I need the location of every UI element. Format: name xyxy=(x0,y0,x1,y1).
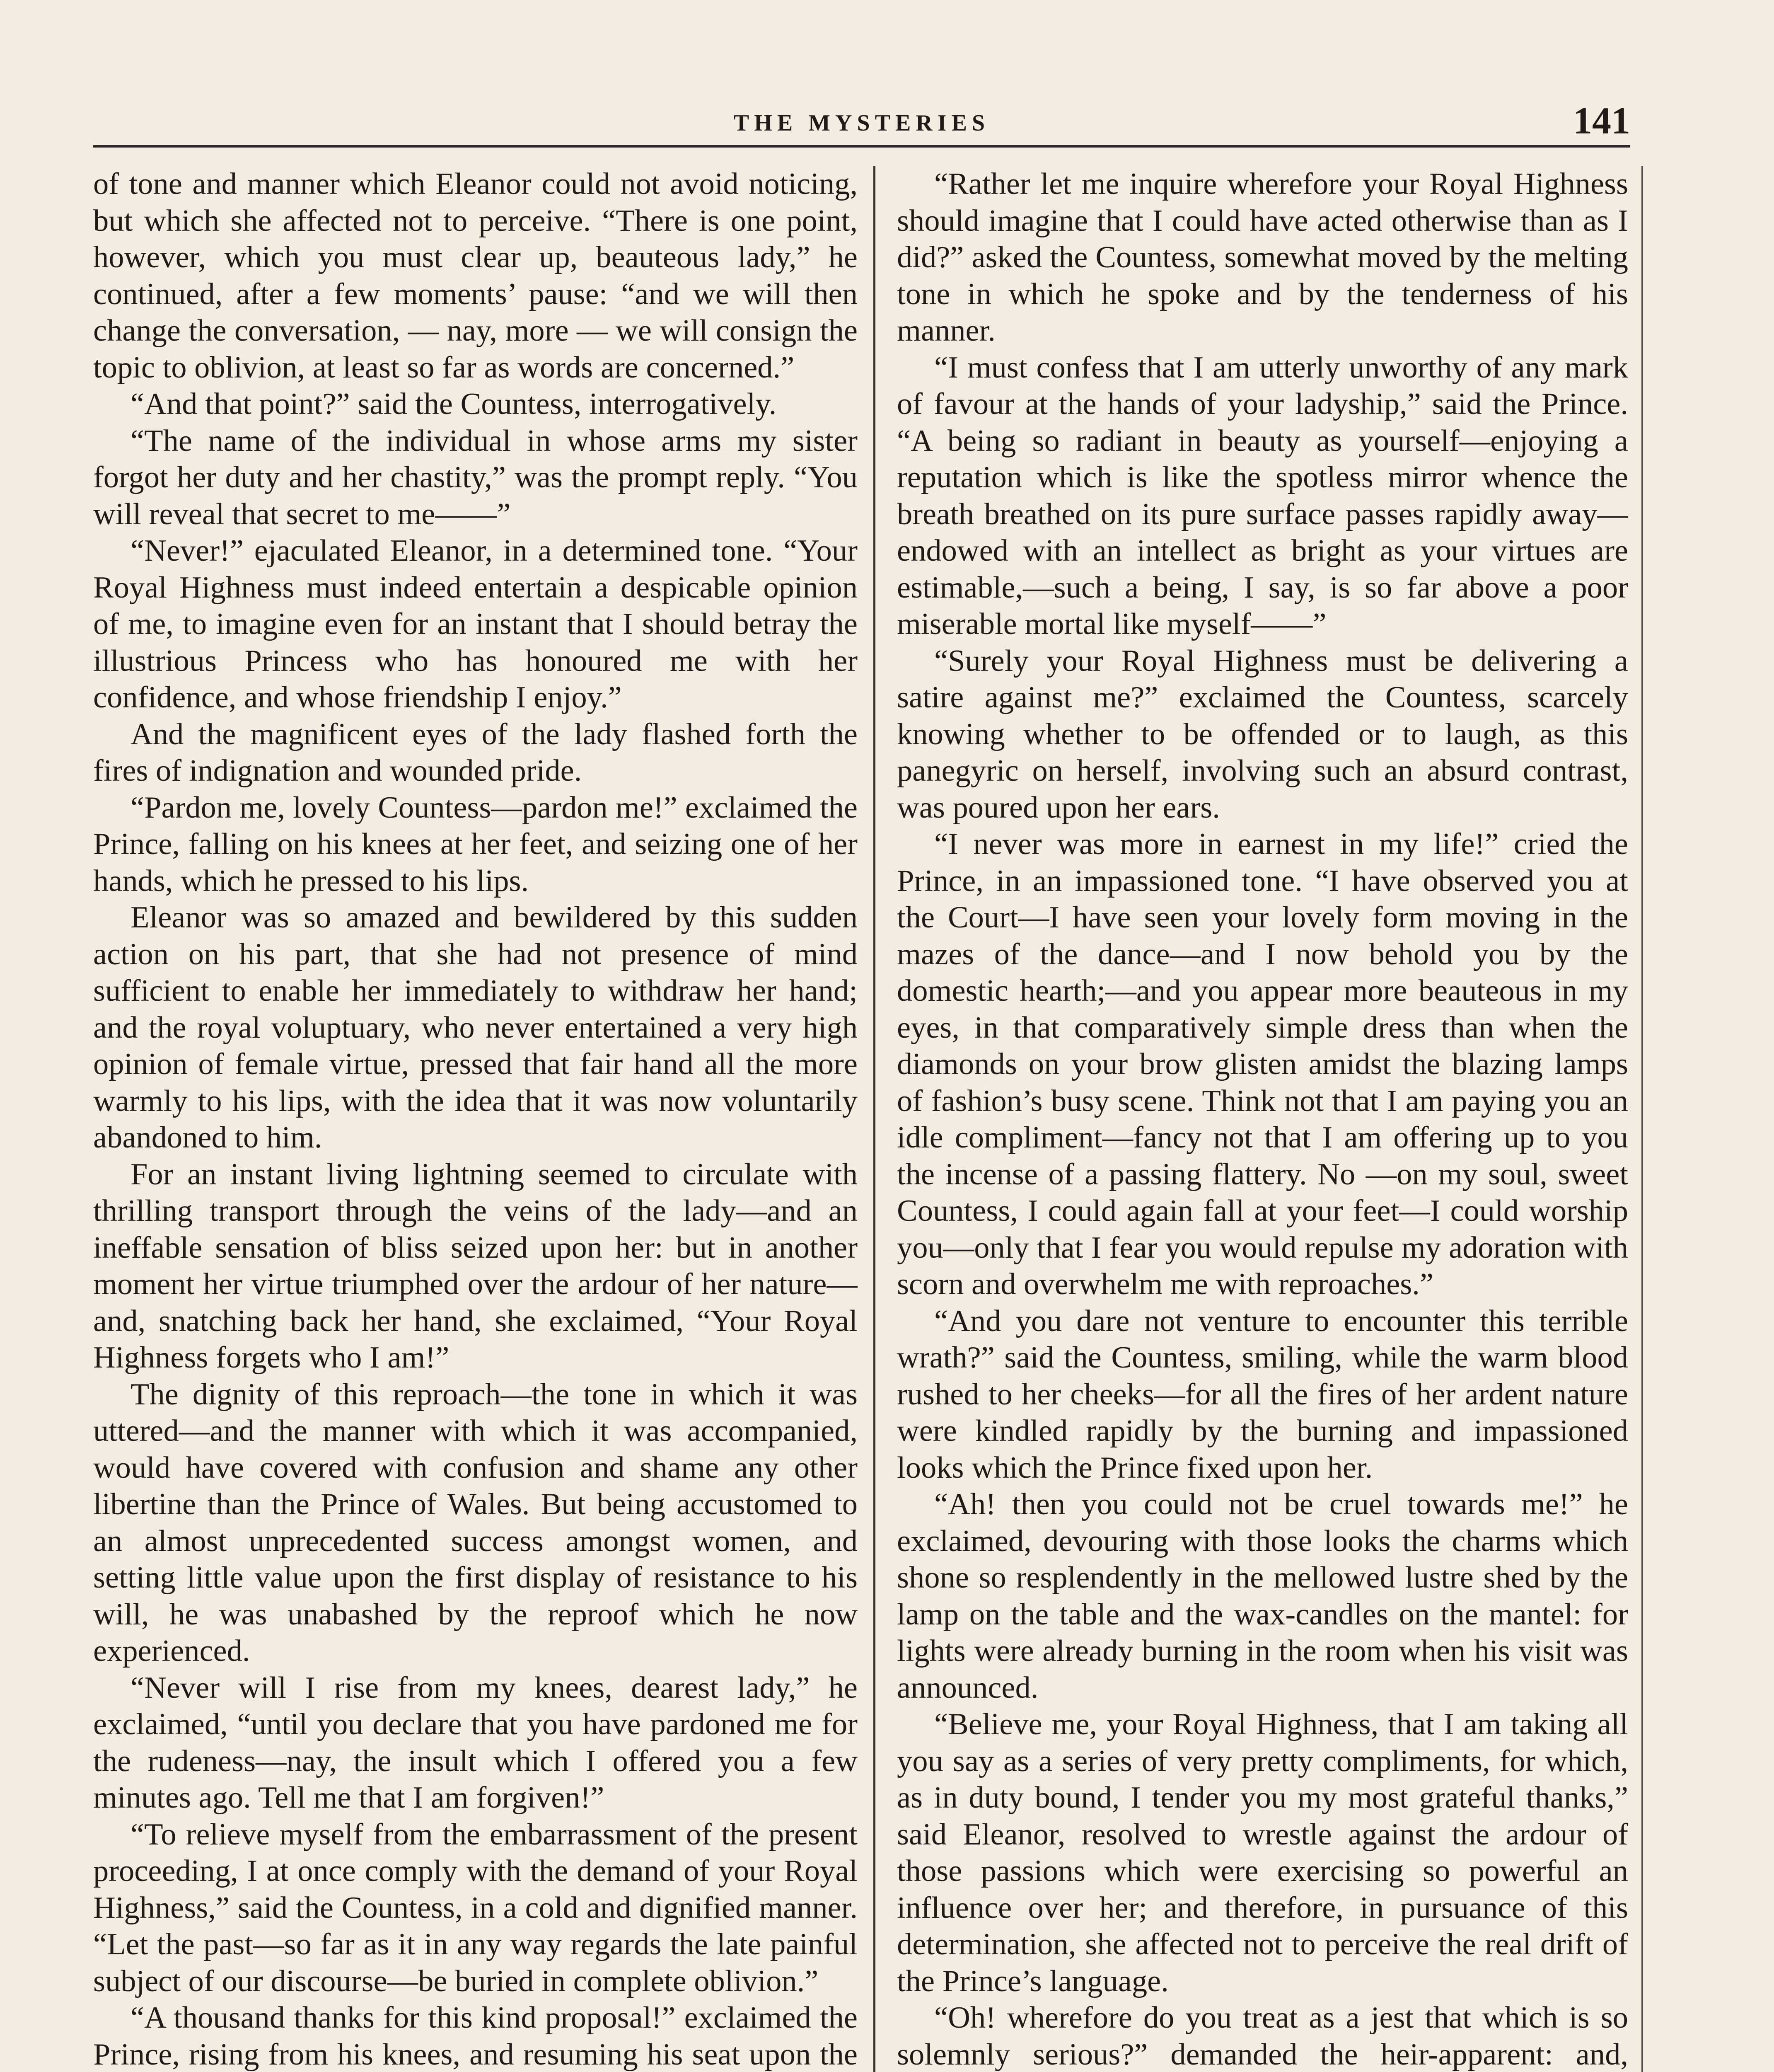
paragraph: “I must confess that I am utterly unworthy of any mark of favour at the hands of your ladyship,” said the Prince. “A being so radiant in beauty as yourself—enjoying a reputation which is like the spotless mirror whence the breath breathed on its pure surface passes rapidly away—endowed with an intellect as bright as your virtues are estimable,—such a being, I say, is so far above a poor miserable mortal like myself——” xyxy=(897,350,1628,641)
text-column-right xyxy=(897,166,1628,2072)
paragraph: “The name of the individual in whose arms my sister forgot her duty and her chastity,” was the prompt reply. “You will reveal that secret to me——” xyxy=(93,424,858,531)
running-head: THE MYSTERIES xyxy=(733,110,990,136)
paragraph: And the magnificent eyes of the lady flashed forth the fires of indignation and wounded pride. xyxy=(93,717,858,788)
paragraph: “And that point?” said the Countess, interrogatively. xyxy=(131,387,777,421)
paragraph: “And you dare not venture to encounter this terrible wrath?” said the Countess, smiling, while the warm blood rushed to her cheeks—for all the fires of her ardent nature were kindled rapidly by the burning and impassioned looks which the Prince fixed upon her. xyxy=(897,1304,1628,1485)
paragraph: The dignity of this reproach—the tone in which it was uttered—and the manner with which it was accompanied, would have covered with confusion and shame any other libertine than the Prince of Wales. But being accustomed to an almost unprecedented success amongst women, and setting little value upon the first display of resistance to his will, he was unabashed by the reproof which he now experienced. xyxy=(93,1377,858,1668)
paragraph: “Never will I rise from my knees, dearest lady,” he exclaimed, “until you declare that you have pardoned me for the rudeness—nay, the insult which I offered you a few minutes ago. Tell me that I am forgiven!” xyxy=(93,1670,858,1815)
paragraph: “To relieve myself from the embarrassment of the present proceeding, I at once comply with the demand of your Royal Highness,” said the Countess, in a cold and dignified manner. “Let the past—so far as it in any way regards the late painful subject of our discourse—be buried in complete oblivion.” xyxy=(93,1817,858,1998)
paragraph: Eleanor was so amazed and bewildered by this sudden action on his part, that she had not presence of mind sufficient to enable her immediately to withdraw her hand; and the royal voluptuary, who never entertained a very high opinion of female virtue, pressed that fair hand all the more warmly to his lips, with the idea that it was now voluntarily abandoned to him. xyxy=(93,900,858,1155)
paragraph: “Oh! wherefore do you treat as a jest that which is so solemnly serious?” demanded the heir-apparent: and, xyxy=(897,2001,1628,2072)
paragraph: For an instant living lightning seemed to circulate with thrilling transport through the veins of the lady—and an ineffable sensation of bliss seized upon her: but in another moment her virtue triumphed over the ardour of her nature—and, snatching back her hand, she exclaimed, “Your Royal Highness forgets who I am!” xyxy=(93,1157,858,1375)
paragraph: “Believe me, your Royal Highness, that I am taking all you say as a series of very pretty compliments, for which, as in duty bound, I tender you my most grateful thanks,” said Eleanor, resolved to wrestle against the ardour of those passions which were exercising so powerful an influence over her; and therefore, in pursuance of this determination, she affected not to perceive the real drift of the Prince’s language. xyxy=(897,1707,1628,1998)
paragraph: “A thousand thanks for this kind proposal!” exclaimed the Prince, rising from his knees, and resuming his seat upon the xyxy=(93,2001,858,2072)
paragraph: of tone and manner which Eleanor could not avoid noticing, but which she affected not to perceive. “There is one point, however, which you must clear up, beauteous lady,” he continued, after a few moments’ pause: “and we will then change the conversation, — nay, more — we will consign the topic to oblivion, at least so far as words are concerned.” xyxy=(93,167,858,385)
page-header xyxy=(93,91,1630,148)
paragraph: “I never was more in earnest in my life!” cried the Prince, in an impassioned tone. “I have observed you at the Court—I have seen your lovely form moving in the mazes of the dance—and I now behold you by the domestic hearth;—and you appear more beauteous in my eyes, in that comparatively simple dress than when the diamonds on your brow glisten amidst the blazing lamps of fashion’s busy scene. Think not that I am paying you an idle compliment—fancy not that I am offering up to you the incense of a passing flattery. No —on my soul, sweet Countess, I could again fall at your feet—I could worship you—only that I fear you would repulse my adoration with scorn and overwhelm me with reproaches.” xyxy=(897,827,1628,1301)
column-divider xyxy=(873,166,875,2072)
paragraph: “Never!” ejaculated Eleanor, in a determined tone. “Your Royal Highness must indeed entertain a despicable opinion of me, to imagine even for an instant that I should betray the illustrious Princess who has honoured me with her confidence, and whose friendship I enjoy.” xyxy=(93,534,858,714)
paragraph: “Surely your Royal Highness must be delivering a satire against me?” exclaimed the Countess, scarcely knowing whether to be offended or to laugh, as this panegyric on herself, involving such an absurd contrast, was poured upon her ears. xyxy=(897,644,1628,825)
paragraph: “Rather let me inquire wherefore your Royal Highness should imagine that I could have acted otherwise than as I did?” asked the Countess, somewhat moved by the melting tone in which he spoke and by the tenderness of his manner. xyxy=(897,167,1628,348)
page-number: 141 xyxy=(1573,99,1630,142)
text-column-left xyxy=(93,166,858,2072)
right-margin-rule xyxy=(1641,166,1643,2072)
paragraph: “Pardon me, lovely Countess—pardon me!” exclaimed the Prince, falling on his knees at her feet, and seizing one of her hands, which he pressed to his lips. xyxy=(93,790,858,898)
paragraph: “Ah! then you could not be cruel towards me!” he exclaimed, devouring with those looks the charms which shone so resplendently in the mellowed lustre shed by the lamp on the table and the wax-candles on the mantel: for lights were already burning in the room when his visit was announced. xyxy=(897,1487,1628,1705)
